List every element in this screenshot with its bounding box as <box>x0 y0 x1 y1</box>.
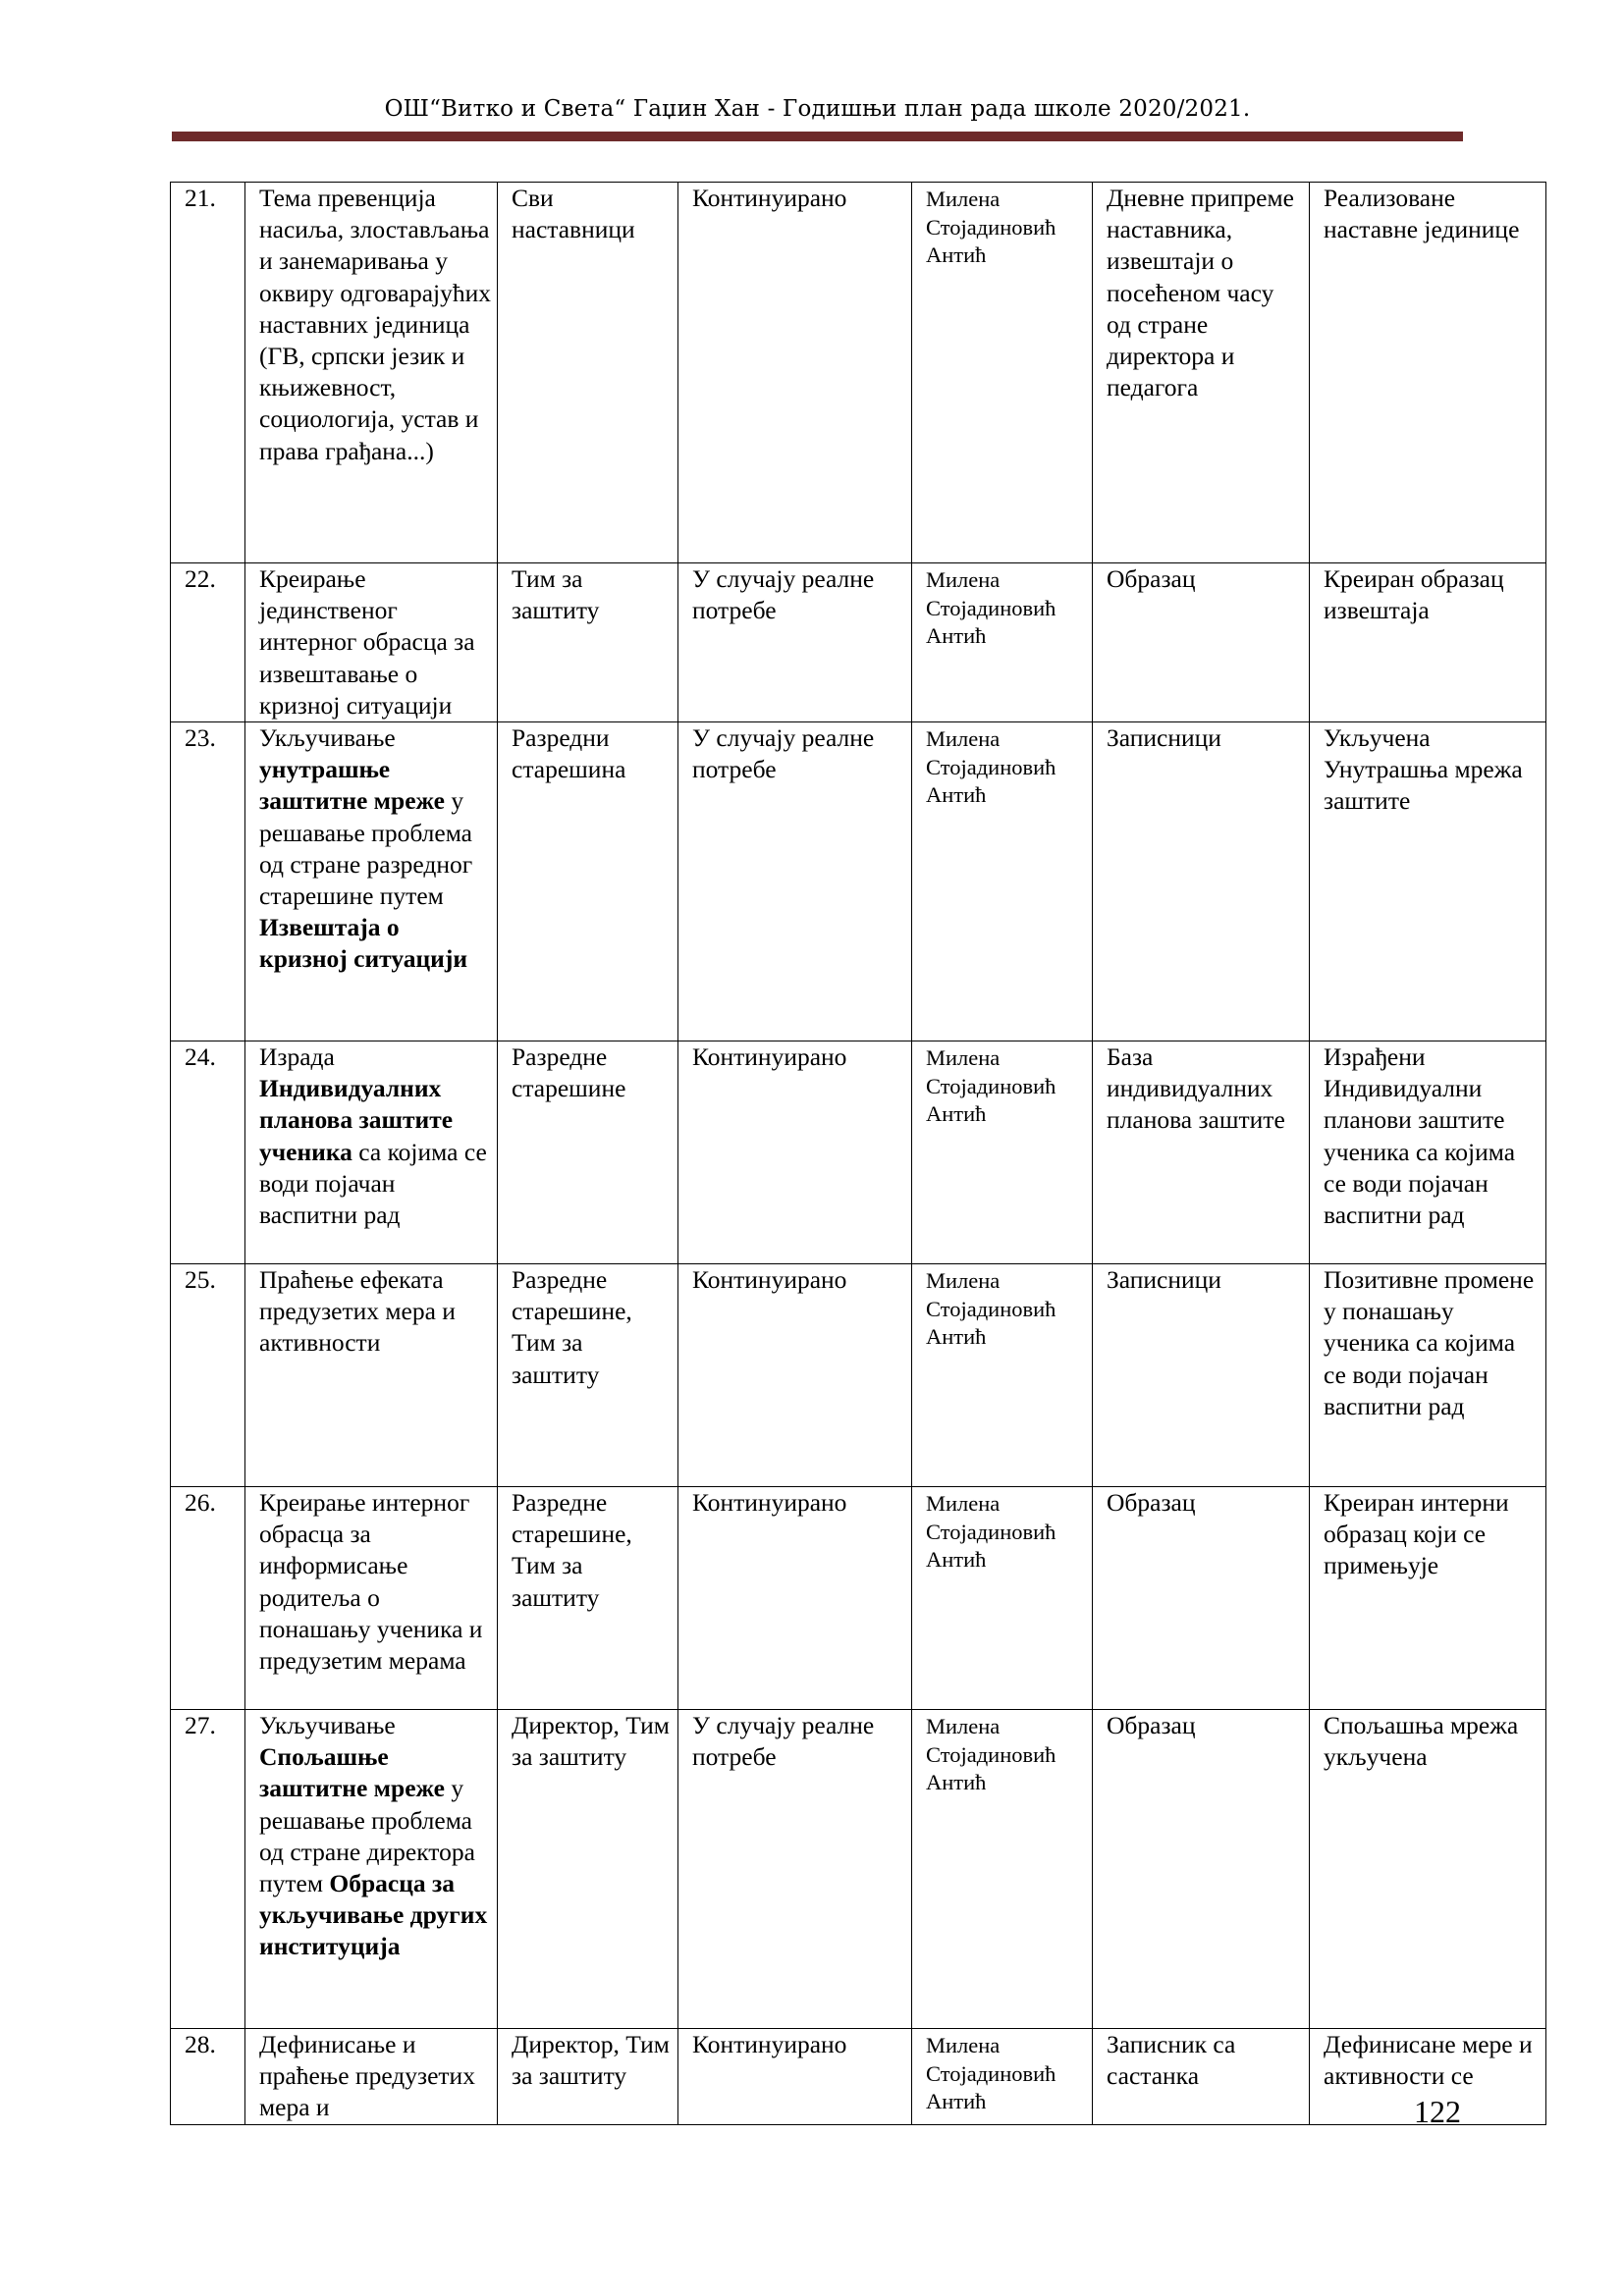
participants-cell: Разредне старешине, Тим за заштиту <box>498 1264 678 1487</box>
responsible-cell: Милена Стојадиновић Антић <box>912 1487 1093 1710</box>
evidence-cell: Образац <box>1093 563 1310 722</box>
table-row <box>171 1487 1546 1710</box>
activity-text: Креирање интерног обрасца за информисање родитеља о понашању ученика и предузетим мерама <box>259 1488 483 1676</box>
activity-text: Израда <box>259 1042 335 1072</box>
activity-text: у решавање проблема од стране директора путем <box>259 1774 475 1898</box>
table-row <box>171 1264 1546 1487</box>
activity-text: Укључивање <box>259 1711 396 1740</box>
activity-cell <box>245 1710 498 2029</box>
timeframe-cell: Континуирано <box>678 1264 912 1487</box>
result-cell: Дефинисане мере и активности се <box>1310 2029 1546 2125</box>
result-cell: Креиран образац извештаја <box>1310 563 1546 722</box>
result-cell: Укључена Унутрашња мрежа заштите <box>1310 722 1546 1041</box>
timeframe-cell: Континуирано <box>678 183 912 563</box>
row-number: 23. <box>171 722 245 1041</box>
table-row <box>171 2029 1546 2125</box>
participants-cell: Разредне старешине <box>498 1041 678 1264</box>
table-row <box>171 183 1546 563</box>
participants-cell: Разредне старешине, Тим за заштиту <box>498 1487 678 1710</box>
participants-cell: Разредни старешина <box>498 722 678 1041</box>
responsible-cell: Милена Стојадиновић Антић <box>912 183 1093 563</box>
timeframe-cell: У случају реалне потребе <box>678 1710 912 2029</box>
activity-cell <box>245 1264 498 1487</box>
participants-cell: Директор, Тим за заштиту <box>498 2029 678 2125</box>
activity-text: Креирање јединственог интерног обрасца за извештавање о кризној ситуацији <box>259 564 475 720</box>
activity-cell <box>245 1487 498 1710</box>
timeframe-cell: Континуирано <box>678 1487 912 1710</box>
activity-cell <box>245 1041 498 1264</box>
row-number: 27. <box>171 1710 245 2029</box>
row-number: 26. <box>171 1487 245 1710</box>
responsible-cell: Милена Стојадиновић Антић <box>912 722 1093 1041</box>
activity-text-bold: Извештаја о кризној ситуацији <box>259 913 468 974</box>
responsible-cell: Милена Стојадиновић Антић <box>912 1710 1093 2029</box>
row-number: 21. <box>171 183 245 563</box>
evidence-cell: Образац <box>1093 1487 1310 1710</box>
activity-text-bold: Индивидуалних планова заштите ученика <box>259 1074 454 1166</box>
activity-text-bold: Обрасца за укључивање других институција <box>259 1869 488 1961</box>
timeframe-cell: Континуирано <box>678 2029 912 2125</box>
responsible-cell: Милена Стојадиновић Антић <box>912 1264 1093 1487</box>
evidence-cell: Записник са састанка <box>1093 2029 1310 2125</box>
evidence-cell: Записници <box>1093 722 1310 1041</box>
timeframe-cell: У случају реалне потребе <box>678 722 912 1041</box>
row-number: 24. <box>171 1041 245 1264</box>
responsible-cell: Милена Стојадиновић Антић <box>912 563 1093 722</box>
table-row <box>171 1041 1546 1264</box>
row-number: 25. <box>171 1264 245 1487</box>
activity-cell <box>245 722 498 1041</box>
activity-plan-table <box>170 182 1546 2125</box>
evidence-cell: Дневне припреме наставника, извештаји о посећеном часу од стране директора и педагога <box>1093 183 1310 563</box>
timeframe-cell: У случају реалне потребе <box>678 563 912 722</box>
activity-text: Укључивање <box>259 723 396 753</box>
activity-text: Тема превенција насиља, злостављања и занемаривања у оквиру одговарајућих наставних јединица (ГВ, српски језик и књижевност, социологија, устав и права грађана...) <box>259 184 491 465</box>
activity-text-bold: унутрашње заштитне мреже <box>259 755 445 816</box>
table-row <box>171 563 1546 722</box>
activity-cell <box>245 2029 498 2125</box>
activity-cell <box>245 563 498 722</box>
activity-text: Дефинисање и праћење предузетих мера и <box>259 2030 475 2122</box>
table-row <box>171 1710 1546 2029</box>
header-rule <box>172 132 1463 141</box>
timeframe-cell: Континуирано <box>678 1041 912 1264</box>
page-header-title: ОШ“Витко и Света“ Гаџин Хан - Годишњи план рада школе 2020/2021. <box>384 96 1251 122</box>
activity-text: са којима се води појачан васпитни рад <box>259 1137 487 1230</box>
participants-cell: Тим за заштиту <box>498 563 678 722</box>
activity-cell <box>245 183 498 563</box>
participants-cell: Директор, Тим за заштиту <box>498 1710 678 2029</box>
result-cell: Реализоване наставне јединице <box>1310 183 1546 563</box>
activity-text-bold: Спољашње заштитне мреже <box>259 1742 445 1803</box>
participants-cell: Сви наставници <box>498 183 678 563</box>
evidence-cell: База индивидуалних планова заштите <box>1093 1041 1310 1264</box>
result-cell: Спољашња мрежа укључена <box>1310 1710 1546 2029</box>
responsible-cell: Милена Стојадиновић Антић <box>912 2029 1093 2125</box>
responsible-cell: Милена Стојадиновић Антић <box>912 1041 1093 1264</box>
activity-text: Праћење ефеката предузетих мера и активности <box>259 1265 456 1358</box>
row-number: 28. <box>171 2029 245 2125</box>
evidence-cell: Образац <box>1093 1710 1310 2029</box>
result-cell: Израђени Индивидуални планови заштите ученика са којима се води појачан васпитни рад <box>1310 1041 1546 1264</box>
activity-text: у решавање проблема од стране разредног старешине путем <box>259 786 473 911</box>
table-row <box>171 722 1546 1041</box>
evidence-cell: Записници <box>1093 1264 1310 1487</box>
page-number: 122 <box>1414 2094 1461 2129</box>
result-cell: Позитивне промене у понашању ученика са којима се води појачан васпитни рад <box>1310 1264 1546 1487</box>
result-cell: Креиран интерни образац који се примењује <box>1310 1487 1546 1710</box>
row-number: 22. <box>171 563 245 722</box>
